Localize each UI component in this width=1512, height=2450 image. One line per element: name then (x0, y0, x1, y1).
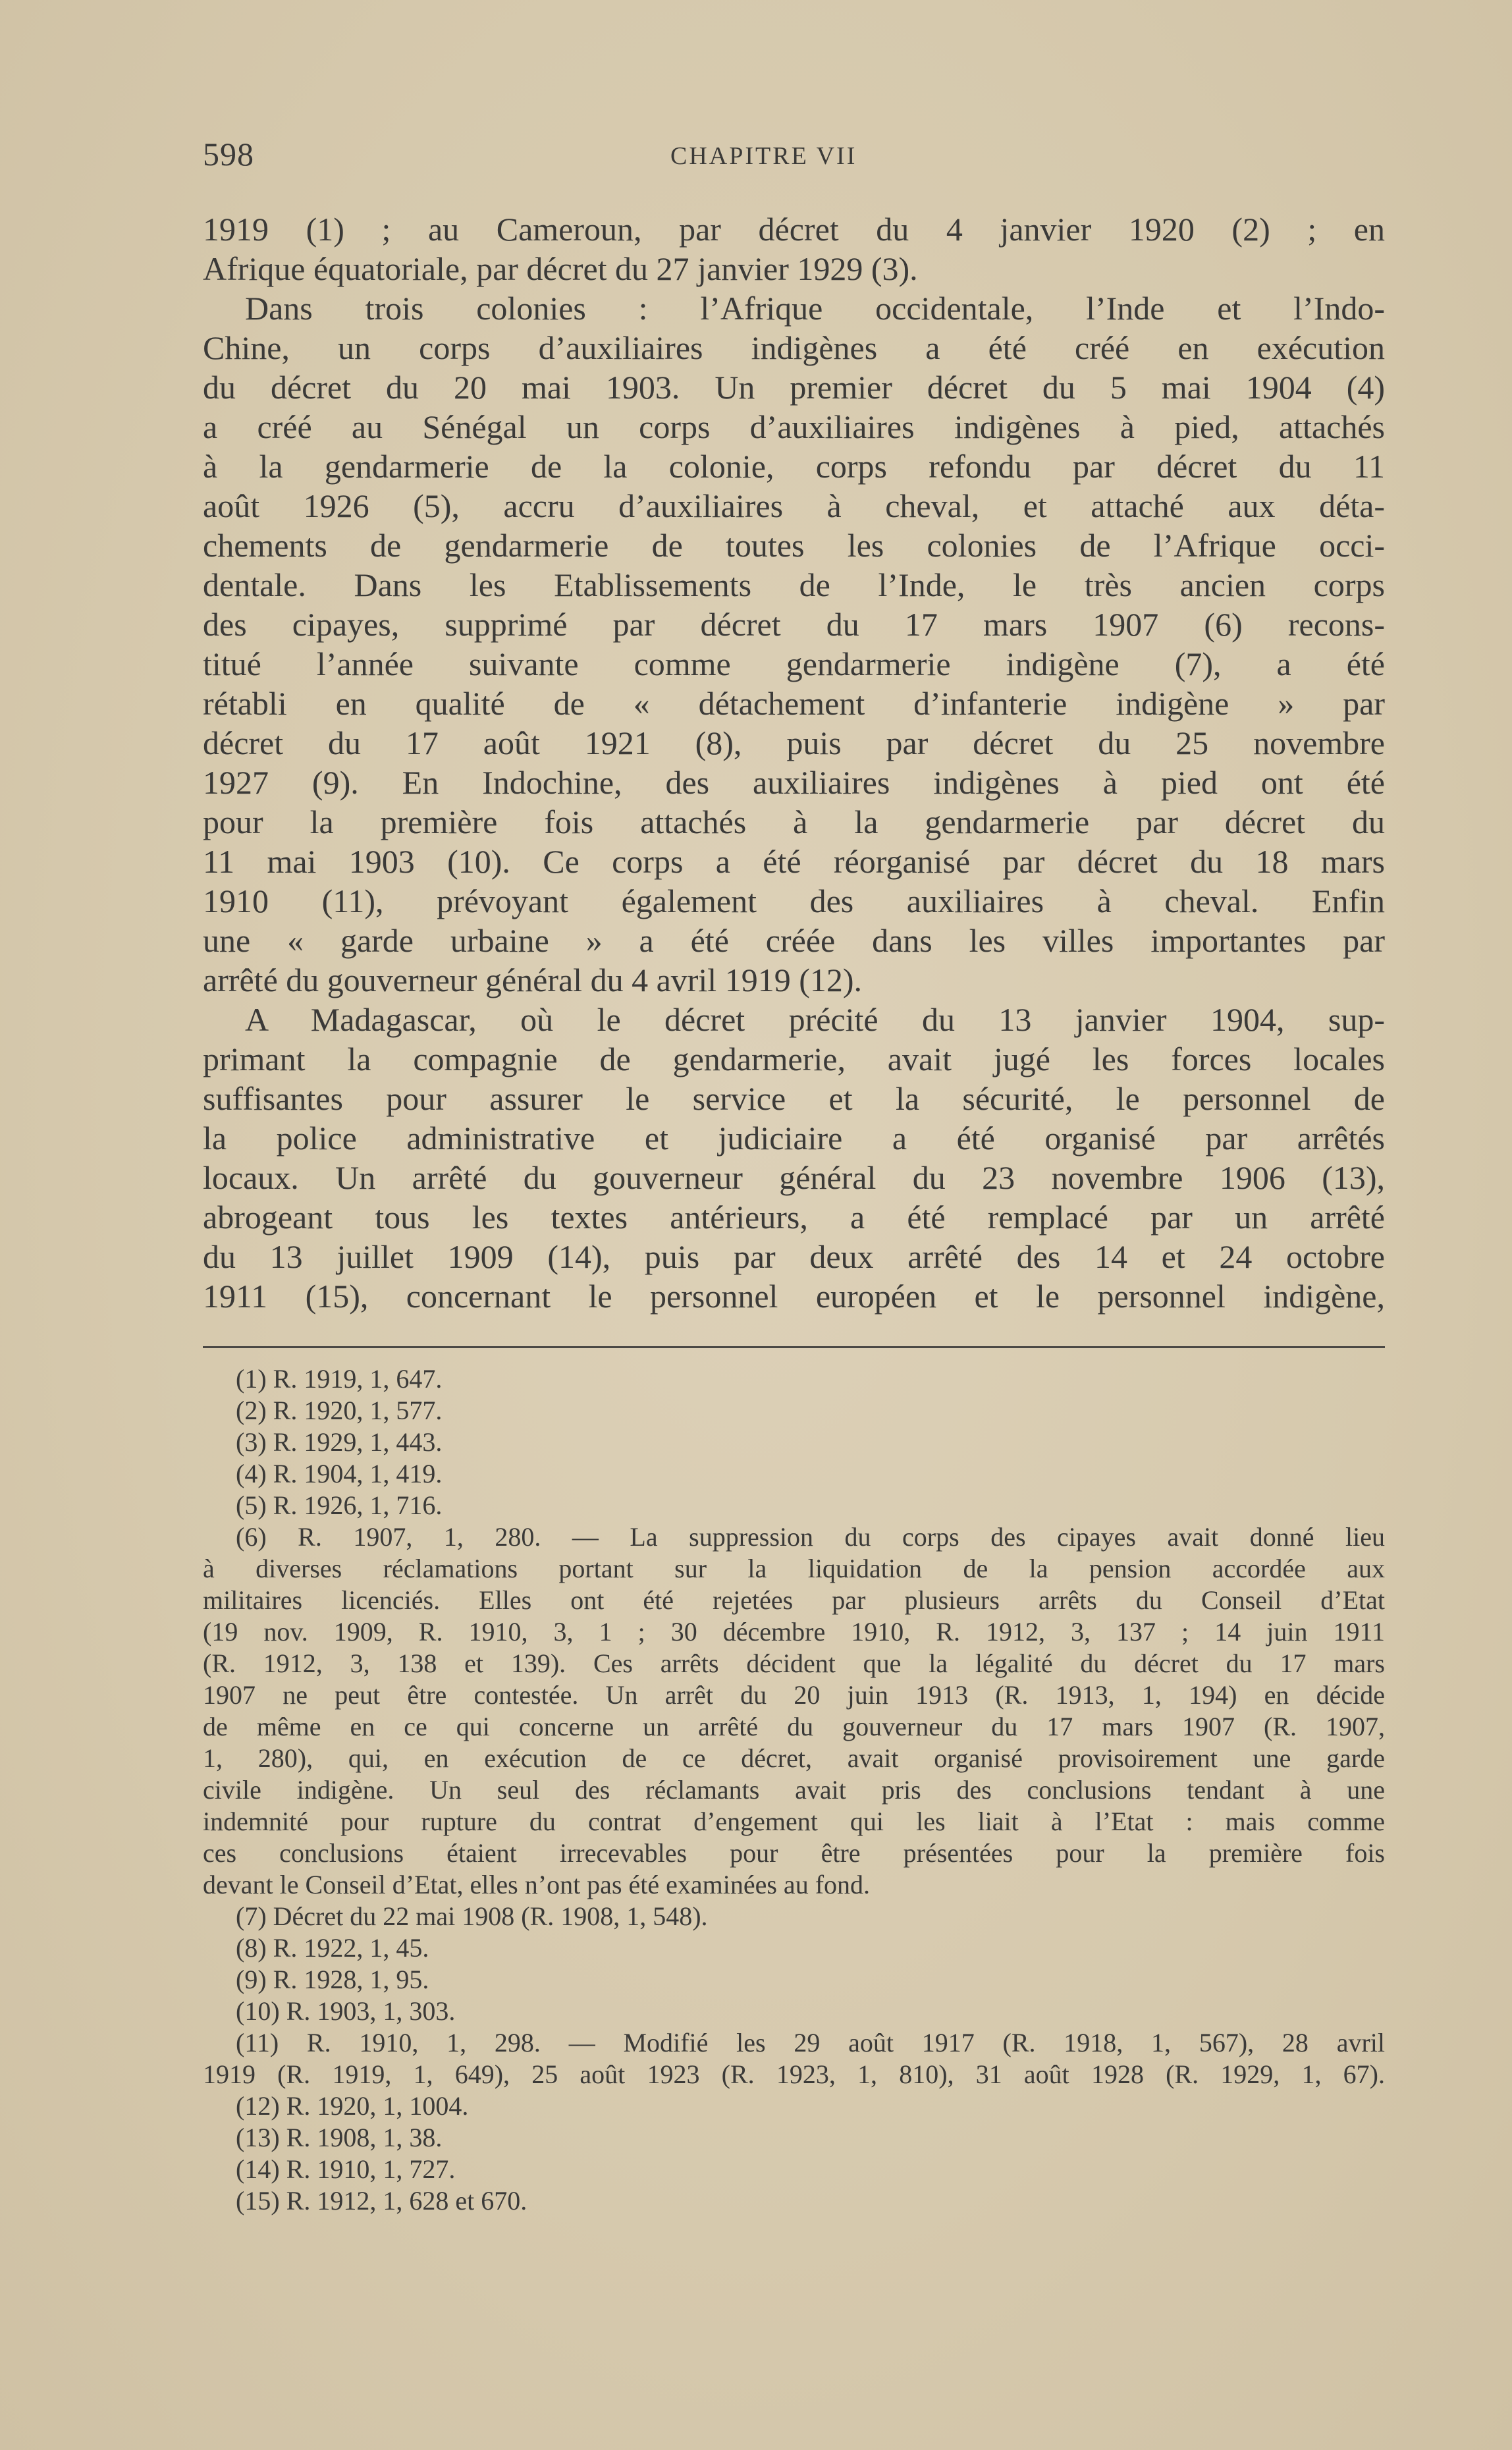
footnotes (203, 1363, 1385, 2217)
footnote-line: devant le Conseil d’Etat, elles n’ont pas été examinées au fond. (203, 1870, 871, 1899)
body-line: une « garde urbaine » a été créée dans les villes importantes par (203, 922, 1385, 959)
footnote-line: 1919 (R. 1919, 1, 649), 25 août 1923 (R. 1923, 1, 810), 31 août 1928 (R. 1929, 1, 67). (203, 2059, 1385, 2089)
body-line: primant la compagnie de gendarmerie, avait jugé les forces locales (203, 1041, 1385, 1077)
body-line: 11 mai 1903 (10). Ce corps a été réorganisé par décret du 18 mars (203, 843, 1385, 880)
body-line: pour la première fois attachés à la gendarmerie par décret du (203, 803, 1385, 840)
footnote-line: (R. 1912, 3, 138 et 139). Ces arrêts décident que la légalité du décret du 17 mars (203, 1648, 1385, 1678)
footnote-line: (12) R. 1920, 1, 1004. (236, 2091, 469, 2121)
footnote-line: de même en ce qui concerne un arrêté du gouverneur du 17 mars 1907 (R. 1907, (203, 1712, 1385, 1741)
body-line: A Madagascar, où le décret précité du 13 janvier 1904, sup- (245, 1001, 1385, 1038)
body-line: août 1926 (5), accru d’auxiliaires à cheval, et attaché aux déta- (203, 487, 1385, 524)
body-line: la police administrative et judiciaire a été organisé par arrêtés (203, 1120, 1385, 1157)
footnote-line: (5) R. 1926, 1, 716. (236, 1490, 443, 1520)
footnote-line: (11) R. 1910, 1, 298. — Modifié les 29 août 1917 (R. 1918, 1, 567), 28 avril (236, 2028, 1385, 2057)
footnote-line: civile indigène. Un seul des réclamants avait pris des conclusions tendant à une (203, 1775, 1385, 1805)
body-line: du décret du 20 mai 1903. Un premier décret du 5 mai 1904 (4) (203, 369, 1385, 406)
body-line: locaux. Un arrêté du gouverneur général du 23 novembre 1906 (13), (203, 1159, 1385, 1196)
body-line: du 13 juillet 1909 (14), puis par deux arrêté des 14 et 24 octobre (203, 1238, 1385, 1275)
footnote-divider (203, 1346, 1385, 1348)
footnote-line: 1, 280), qui, en exécution de ce décret, avait organisé provisoirement une garde (203, 1743, 1385, 1773)
footnote-line: militaires licenciés. Elles ont été rejetées par plusieurs arrêts du Conseil d’Etat (203, 1585, 1385, 1615)
body-line: rétabli en qualité de « détachement d’infanterie indigène » par (203, 685, 1385, 722)
footnote-line: (2) R. 1920, 1, 577. (236, 1396, 443, 1425)
body-line: Chine, un corps d’auxiliaires indigènes a été créé en exécution (203, 329, 1385, 366)
body-line: 1911 (15), concernant le personnel européen et le personnel indigène, (203, 1278, 1385, 1315)
footnote-line: (15) R. 1912, 1, 628 et 670. (236, 2186, 527, 2216)
body-line: Dans trois colonies : l’Afrique occidentale, l’Inde et l’Indo- (245, 290, 1385, 327)
footnote-line: (13) R. 1908, 1, 38. (236, 2123, 443, 2152)
footnote-line: indemnité pour rupture du contrat d’engement qui les liait à l’Etat : mais comme (203, 1807, 1385, 1836)
body-line: des cipayes, supprimé par décret du 17 mars 1907 (6) recons- (203, 606, 1385, 643)
footnote-line: (19 nov. 1909, R. 1910, 3, 1 ; 30 décembre 1910, R. 1912, 3, 137 ; 14 juin 1911 (203, 1617, 1385, 1647)
body-line: décret du 17 août 1921 (8), puis par décret du 25 novembre (203, 724, 1385, 761)
footnote-line: (10) R. 1903, 1, 303. (236, 1996, 456, 2026)
footnote-line: (7) Décret du 22 mai 1908 (R. 1908, 1, 548). (236, 1901, 708, 1931)
footnote-line: (3) R. 1929, 1, 443. (236, 1427, 443, 1457)
body-line: Afrique équatoriale, par décret du 27 janvier 1929 (3). (203, 250, 918, 287)
footnote-line: (6) R. 1907, 1, 280. — La suppression du corps des cipayes avait donné lieu (236, 1522, 1385, 1552)
body-line: abrogeant tous les textes antérieurs, a été remplacé par un arrêté (203, 1199, 1385, 1236)
body-line: à la gendarmerie de la colonie, corps refondu par décret du 11 (203, 448, 1385, 485)
running-title: CHAPITRE VII (670, 142, 857, 170)
footnote-line: (1) R. 1919, 1, 647. (236, 1364, 443, 1394)
page-header (203, 135, 1385, 175)
footnote-line: (4) R. 1904, 1, 419. (236, 1459, 443, 1488)
body-line: titué l’année suivante comme gendarmerie indigène (7), a été (203, 645, 1385, 682)
body-line: 1910 (11), prévoyant également des auxiliaires à cheval. Enfin (203, 883, 1385, 919)
footnote-line: (14) R. 1910, 1, 727. (236, 2154, 456, 2184)
body-line: 1919 (1) ; au Cameroun, par décret du 4 janvier 1920 (2) ; en (203, 211, 1385, 248)
footnote-line: (8) R. 1922, 1, 45. (236, 1933, 429, 1963)
footnote-line: ces conclusions étaient irrecevables pour être présentées pour la première fois (203, 1838, 1385, 1868)
body-line: arrêté du gouverneur général du 4 avril 1919 (12). (203, 962, 863, 998)
body-line: dentale. Dans les Etablissements de l’Inde, le très ancien corps (203, 566, 1385, 603)
body-line: a créé au Sénégal un corps d’auxiliaires indigènes à pied, attachés (203, 408, 1385, 445)
body-line: suffisantes pour assurer le service et la sécurité, le personnel de (203, 1080, 1385, 1117)
footnote-line: (9) R. 1928, 1, 95. (236, 1965, 429, 1994)
body-text (203, 209, 1385, 1316)
footnote-line: 1907 ne peut être contestée. Un arrêt du 20 juin 1913 (R. 1913, 1, 194) en décide (203, 1680, 1385, 1710)
footnote-line: à diverses réclamations portant sur la liquidation de la pension accordée aux (203, 1554, 1385, 1583)
body-line: chements de gendarmerie de toutes les colonies de l’Afrique occi- (203, 527, 1385, 564)
body-line: 1927 (9). En Indochine, des auxiliaires indigènes à pied ont été (203, 764, 1385, 801)
page-number: 598 (203, 136, 254, 173)
